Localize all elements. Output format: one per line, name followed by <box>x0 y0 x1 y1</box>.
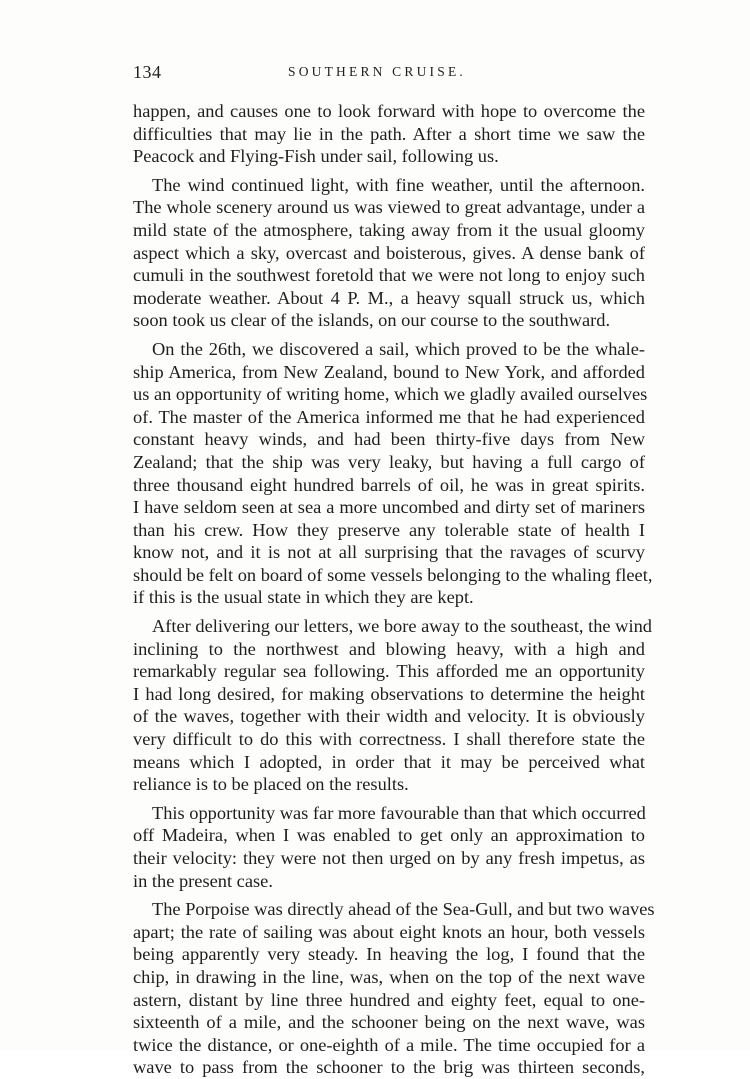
text-line: means which I adopted, in order that it may be perceived what <box>133 751 645 772</box>
text-line: soon took us clear of the islands, on our course to the southward. <box>133 310 611 331</box>
text-line: if this is the usual state in which they are kept. <box>133 587 474 608</box>
text-line: difficulties that may lie in the path. After a short time we saw the <box>133 123 645 144</box>
text-line: wave to pass from the schooner to the brig was thirteen seconds, <box>133 1057 645 1078</box>
text-line: I have seldom seen at sea a more uncombed and dirty set of mariners <box>133 497 645 518</box>
page-header <box>133 62 645 86</box>
paragraph <box>133 615 652 796</box>
text-line: of. The master of the America informed me that he had experienced <box>133 406 645 427</box>
text-line: very difficult to do this with correctness. I shall therefore state the <box>133 729 645 750</box>
text-line: constant heavy winds, and had been thirty-five days from New <box>133 429 645 450</box>
text-line: of the waves, together with their width and velocity. It is obviously <box>133 706 645 727</box>
page-number: 134 <box>133 62 162 82</box>
text-line: On the 26th, we discovered a sail, which proved to be the whale- <box>152 338 645 359</box>
paragraph <box>133 338 653 609</box>
text-line: The whole scenery around us was viewed to great advantage, under a <box>133 197 645 218</box>
text-line: remarkably regular sea following. This afforded me an opportunity <box>133 661 645 682</box>
text-line: reliance is to be placed on the results. <box>133 774 409 795</box>
text-line: three thousand eight hundred barrels of oil, he was in great spirits. <box>133 474 645 495</box>
text-line: I had long desired, for making observations to determine the height <box>133 683 645 704</box>
text-line: This opportunity was far more favourable than that which occurred <box>152 802 646 823</box>
text-line: their velocity: they were not then urged on by any fresh impetus, as <box>133 848 645 868</box>
text-line: astern, distant by line three hundred and eighty feet, equal to one- <box>133 989 645 1010</box>
text-line: aspect which a sky, overcast and boisterous, gives. A dense bank of <box>133 242 645 263</box>
text-line: us an opportunity of writing home, which we gladly availed ourselves <box>133 384 648 405</box>
text-line: Zealand; that the ship was very leaky, but having a full cargo of <box>133 451 645 472</box>
text-line: chip, in drawing in the line, was, when on the top of the next wave <box>133 966 645 987</box>
text-line: mild state of the atmosphere, taking away from it the usual gloomy <box>133 219 645 240</box>
text-line: than his crew. How they preserve any tolerable state of health I <box>133 519 645 540</box>
text-line: After delivering our letters, we bore away to the southeast, the wind <box>152 616 652 637</box>
text-line: in the present case. <box>133 870 273 891</box>
text-line: inclining to the northwest and blowing heavy, with a high and <box>133 638 645 659</box>
body-text <box>133 100 655 1079</box>
paragraph <box>133 898 655 1079</box>
paragraph <box>133 100 645 168</box>
text-line: twice the distance, or one-eighth of a mile. The time occupied for a <box>133 1034 645 1055</box>
text-line: cumuli in the southwest foretold that we were not long to enjoy such <box>133 265 645 286</box>
paragraph <box>133 802 645 892</box>
text-line: The Porpoise was directly ahead of the Sea-Gull, and but two waves <box>152 899 655 920</box>
text-line: moderate weather. About 4 P. M., a heavy squall struck us, which <box>133 287 645 308</box>
text-line: off Madeira, when I was enabled to get only an approximation to <box>133 825 645 846</box>
text-line: The wind continued light, with fine weather, until the afternoon. <box>152 174 645 195</box>
paragraph <box>133 174 645 332</box>
text-line: sixteenth of a mile, and the schooner being on the next wave, was <box>133 1012 645 1033</box>
text-line: should be felt on board of some vessels belonging to the whaling fleet, <box>133 564 653 585</box>
text-line: ship America, from New Zealand, bound to New York, and afforded <box>133 361 645 382</box>
text-line: know not, and it is not at all surprising that the ravages of scurvy <box>133 542 645 563</box>
text-line: happen, and causes one to look forward with hope to overcome the <box>133 101 645 121</box>
text-line: apart; the rate of sailing was about eight knots an hour, both vessels <box>133 921 645 942</box>
text-line: Peacock and Flying-Fish under sail, following us. <box>133 146 499 167</box>
running-head: SOUTHERN CRUISE. <box>288 64 466 79</box>
text-line: being apparently very steady. In heaving the log, I found that the <box>133 944 645 965</box>
